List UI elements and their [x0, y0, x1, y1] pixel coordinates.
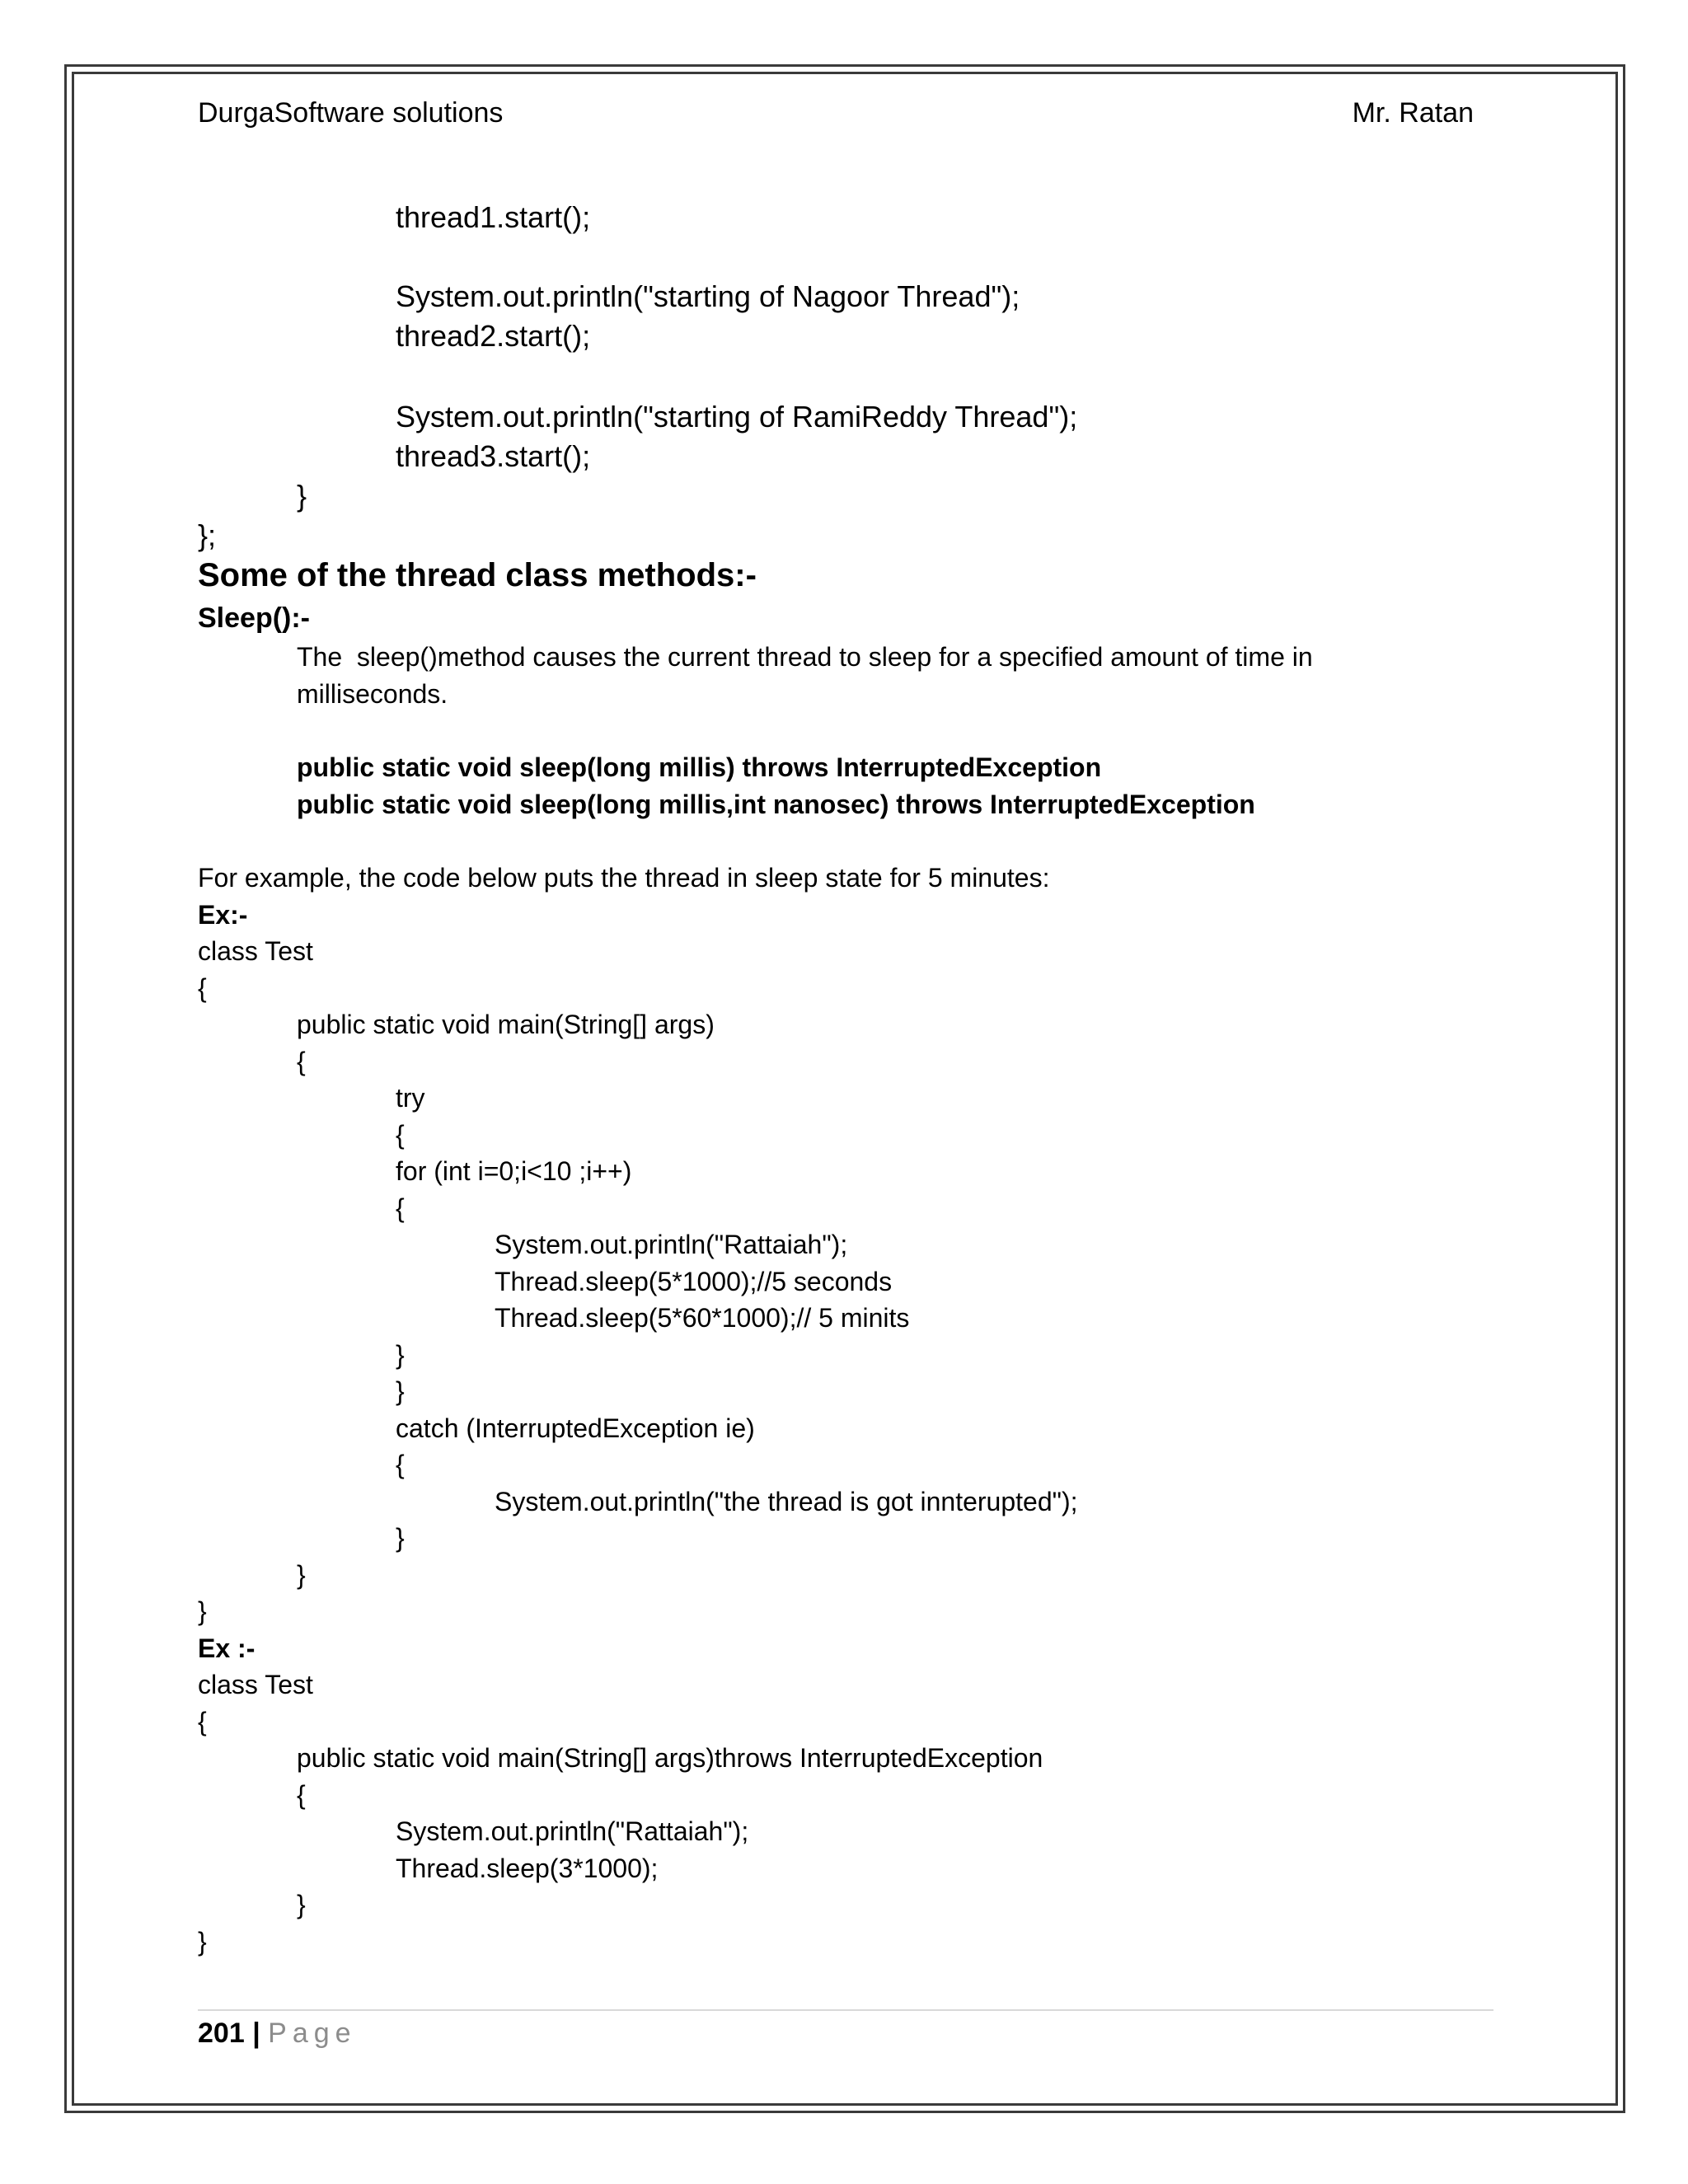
code-line: public static void main(String[] args)	[297, 1010, 715, 1039]
example-intro: For example, the code below puts the thread in sleep state for 5 minutes:	[198, 863, 1050, 893]
section-title: Some of the thread class methods:-	[198, 557, 757, 593]
code-line: {	[198, 1707, 207, 1736]
code-line: }	[198, 1596, 207, 1626]
code-line: }	[297, 479, 307, 513]
code-line: public static void main(String[] args)throws InterruptedException	[297, 1743, 1043, 1773]
code-line: };	[198, 518, 217, 552]
code-line: class Test	[198, 1670, 313, 1699]
code-line: System.out.println("starting of Nagoor Thread");	[396, 279, 1020, 313]
code-line: class Test	[198, 936, 313, 966]
method-signature: public static void sleep(long millis) throws InterruptedException	[297, 752, 1102, 782]
code-line: }	[396, 1523, 405, 1553]
page-separator: |	[252, 2018, 260, 2049]
header-company: DurgaSoftware solutions	[198, 97, 504, 129]
code-line: System.out.println("Rattaiah");	[495, 1230, 848, 1259]
page-word: Page	[268, 2018, 357, 2049]
method-signature: public static void sleep(long millis,int nanosec) throws InterruptedException	[297, 790, 1255, 819]
code-line: {	[396, 1450, 405, 1479]
code-line: }	[198, 1927, 207, 1957]
code-line: Thread.sleep(5*1000);//5 seconds	[495, 1267, 893, 1296]
description-line: The sleep()method causes the current thread to sleep for a specified amount of time in	[297, 642, 1313, 672]
code-line: thread2.start();	[396, 319, 591, 353]
code-line: System.out.println("the thread is got innterupted");	[495, 1487, 1078, 1516]
page-footer	[198, 2018, 357, 2050]
code-line: System.out.println("starting of RamiReddy Thread");	[396, 400, 1078, 434]
code-line: catch (InterruptedException ie)	[396, 1413, 755, 1443]
code-line: thread3.start();	[396, 439, 591, 473]
code-line: {	[297, 1780, 306, 1810]
code-line: Thread.sleep(3*1000);	[396, 1854, 659, 1883]
code-line: {	[396, 1120, 405, 1150]
page-number: 201	[198, 2018, 245, 2049]
code-line: thread1.start();	[396, 200, 591, 234]
code-line: {	[396, 1193, 405, 1223]
code-line: }	[297, 1890, 306, 1919]
example-label: Ex:-	[198, 900, 248, 930]
code-line: }	[297, 1560, 306, 1590]
header-author: Mr. Ratan	[1352, 97, 1474, 129]
example-label: Ex :-	[198, 1633, 256, 1663]
footer-divider	[198, 2009, 1493, 2011]
code-line: try	[396, 1083, 425, 1113]
code-line: {	[297, 1047, 306, 1076]
section-subtitle: Sleep():-	[198, 602, 310, 634]
code-line: for (int i=0;i<10 ;i++)	[396, 1156, 632, 1186]
description-line: milliseconds.	[297, 679, 448, 709]
code-line: }	[396, 1340, 405, 1370]
code-line: System.out.println("Rattaiah");	[396, 1816, 749, 1846]
code-line: Thread.sleep(5*60*1000);// 5 minits	[495, 1303, 910, 1333]
code-line: }	[396, 1376, 405, 1406]
code-line: {	[198, 973, 207, 1003]
